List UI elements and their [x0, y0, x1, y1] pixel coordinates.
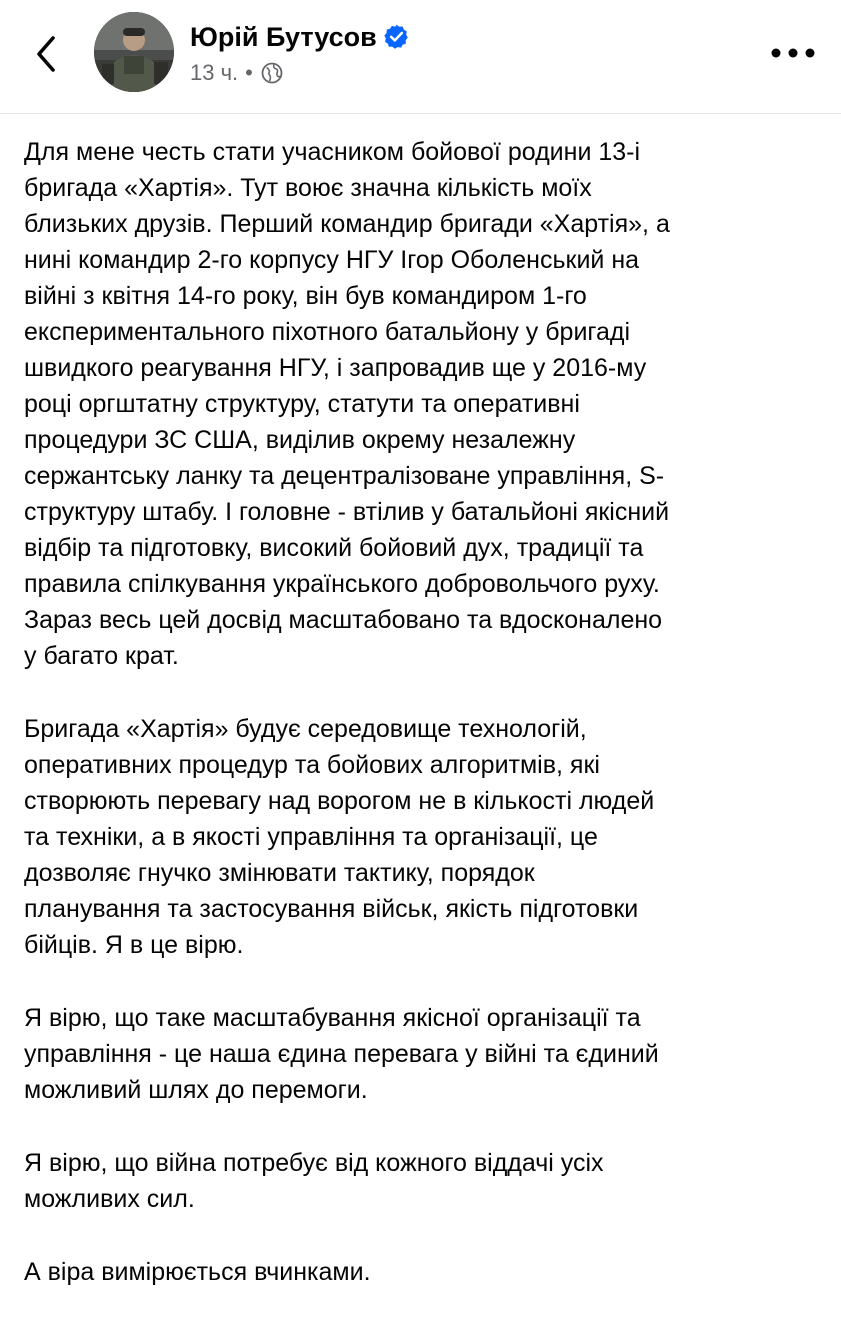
- back-button[interactable]: [24, 26, 68, 82]
- post-time[interactable]: 13 ч.: [190, 60, 239, 85]
- avatar-image: [94, 12, 174, 92]
- more-horizontal-icon: [770, 47, 816, 59]
- post-body: [24, 134, 824, 1327]
- avatar[interactable]: [94, 12, 174, 92]
- author-name[interactable]: [190, 20, 410, 54]
- author-name-text: Юрій Бутусов: [190, 22, 377, 52]
- post-header: [0, 0, 841, 114]
- more-options-button[interactable]: [768, 36, 818, 70]
- post-paragraph: Я вірю, що війна потребує від кожного віддачі усіх можливих сил.: [24, 1149, 604, 1213]
- chevron-left-icon: [35, 34, 57, 74]
- post-meta: [190, 58, 283, 88]
- post-paragraph: А віра вимірюється вчинками.: [24, 1258, 371, 1286]
- post-paragraph: Я вірю, що таке масштабування якісної організації та управління - це наша єдина перевага у війні та єдиний можливий шлях до перемоги.: [24, 1004, 659, 1104]
- meta-separator: •: [245, 60, 253, 85]
- verified-badge-icon: [383, 23, 410, 50]
- globe-icon: [261, 62, 283, 84]
- post-paragraph: Для мене честь стати учасником бойової родини 13-і бригада «Хартія». Тут воює значна кількість моїх близьких друзів. Перший командир бригади «Хартія», а нині командир 2-го корпусу НГУ Ігор Оболенський на війні з квітня 14-го року, він був командиром 1-го експериментального піхотного батальйону у бригаді швидкого реагування НГУ, і запровадив ще у 2016-му році оргштатну структуру, статути та оперативні процедури ЗС США, виділив окрему незалежну сержантську ланку та децентралізоване управління, S- структуру штабу. І головне - втілив у батальйоні якісний відбір та підготовку, високий бойовий дух, традиції та правила спілкування українського добровольчого руху. Зараз весь цей досвід масштабовано та вдосконалено у багато крат.: [24, 138, 670, 670]
- post-paragraph: Бригада «Хартія» будує середовище технологій, оперативних процедур та бойових алгоритмів, які створюють перевагу над ворогом не в кількості людей та техніки, а в якості управління та організації, це дозволяє гнучко змінювати тактику, порядок планування та застосування військ, якість підготовки бійців. Я в це вірю.: [24, 715, 655, 959]
